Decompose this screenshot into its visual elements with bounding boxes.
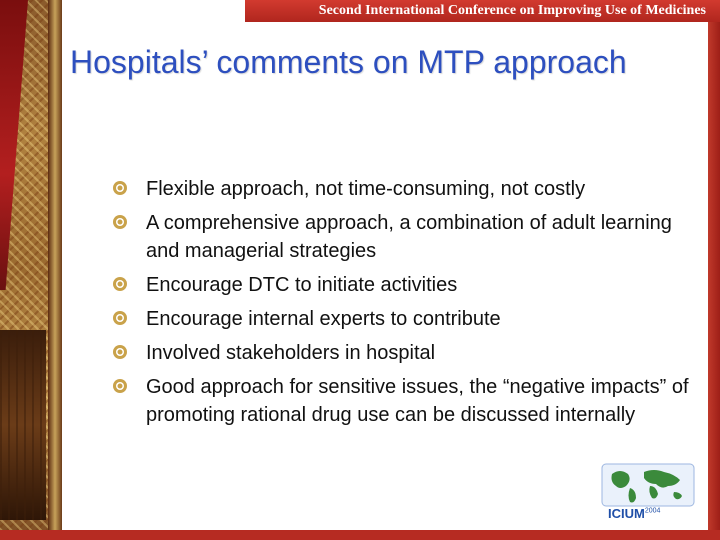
sun-bullet-icon	[112, 276, 128, 292]
right-stripe	[708, 22, 720, 530]
logo-year: 2004	[644, 507, 661, 515]
slide-title: Hospitals’ comments on MTP approach	[70, 44, 627, 80]
logo-title: ICIUM	[608, 506, 645, 521]
bullet-item	[112, 373, 692, 429]
bottom-stripe	[0, 530, 720, 540]
bullet-text: A comprehensive approach, a combination of adult learning and managerial strategies	[146, 212, 672, 262]
temple-pillar	[48, 0, 62, 540]
sun-bullet-icon	[112, 344, 128, 360]
bullet-item	[112, 209, 692, 265]
bullet-item	[112, 271, 692, 299]
temple-roof	[0, 0, 28, 290]
bullet-text: Involved stakeholders in hospital	[146, 342, 436, 364]
bullet-text: Encourage internal experts to contribute	[146, 308, 501, 330]
sun-bullet-icon	[112, 180, 128, 196]
bullet-item	[112, 175, 692, 203]
sun-bullet-icon	[112, 310, 128, 326]
bullet-item	[112, 339, 692, 367]
logo-name	[608, 506, 660, 521]
bullet-text: Flexible approach, not time-consuming, not costly	[146, 178, 586, 200]
sun-bullet-icon	[112, 378, 128, 394]
bullet-item	[112, 305, 692, 333]
sun-bullet-icon	[112, 214, 128, 230]
bullet-text: Good approach for sensitive issues, the “negative impacts” of promoting rational drug use can be discussed internally	[146, 376, 689, 426]
conference-banner: Second International Conference on Improving Use of Medicines	[245, 0, 720, 22]
bullet-text: Encourage DTC to initiate activities	[146, 274, 458, 296]
bullet-list	[112, 175, 692, 435]
temple-door	[0, 330, 46, 520]
